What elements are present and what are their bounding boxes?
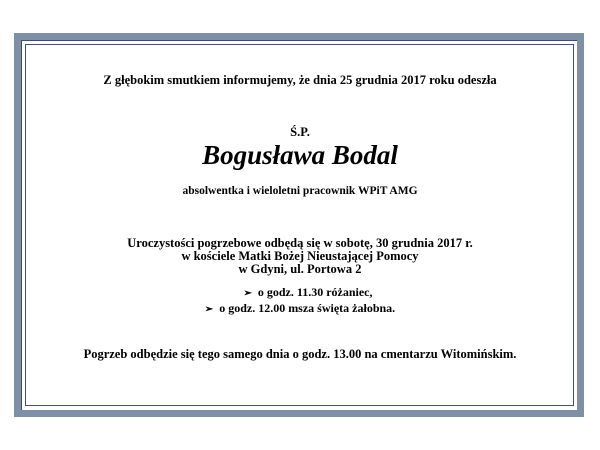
intro-line: Z głębokim smutkiem informujemy, że dnia 25 grudnia 2017 roku odeszła <box>103 73 497 87</box>
schedule-list <box>0 285 600 317</box>
deceased-role: absolwentka i wieloletni pracownik WPiT AMG <box>182 185 418 197</box>
burial-info: Pogrzeb odbędzie się tego samego dnia o godz. 13.00 na cmentarzu Witomińskim. <box>83 347 517 361</box>
schedule-item-text: o godz. 12.00 msza święta żałobna. <box>219 301 396 315</box>
arrow-bullet-icon: ➢ <box>243 288 252 299</box>
frame-inner-bottom <box>25 405 574 406</box>
ceremony-line: Uroczystości pogrzebowe odbędą się w sobotę, 30 grudnia 2017 r. <box>127 236 473 250</box>
frame-bottom <box>16 410 584 417</box>
schedule-item <box>0 301 600 317</box>
ceremony-line: w Gdyni, ul. Portowa 2 <box>238 262 362 276</box>
schedule-item <box>16 285 600 301</box>
frame-top <box>14 33 584 40</box>
deceased-prefix: Ś.P. <box>290 125 310 139</box>
ceremony-line: w kościele Matki Bożej Nieustającej Pomocy <box>181 249 419 263</box>
frame-inner-top <box>25 44 574 45</box>
frame-shadow-top <box>21 40 577 41</box>
ceremony-details <box>0 237 600 276</box>
schedule-item-text: o godz. 11.30 różaniec, <box>257 285 373 299</box>
deceased-name: Bogusława Bodal <box>202 140 398 170</box>
arrow-bullet-icon: ➢ <box>204 304 214 315</box>
